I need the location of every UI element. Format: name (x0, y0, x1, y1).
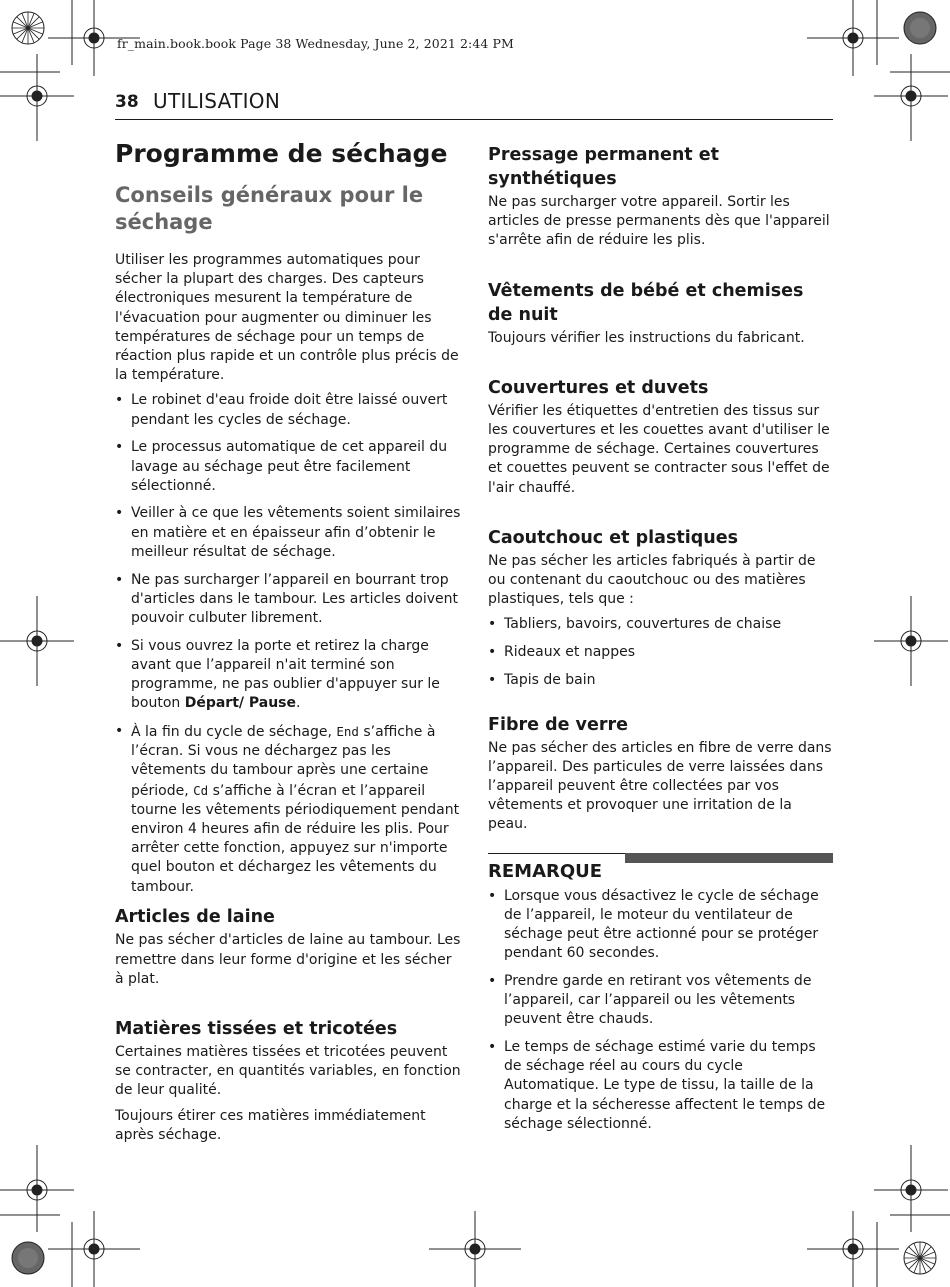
list-item-text: À la fin du cycle de séchage, (131, 723, 337, 740)
page-header (115, 89, 833, 120)
subtitle: Conseils généraux pour le séchage (115, 183, 424, 234)
heading-blankets: Couvertures et duvets (488, 377, 709, 398)
list-item: • Tabliers, bavoirs, couvertures de chaise (488, 615, 833, 634)
paragraph-wool: Ne pas sécher d'articles de laine au tambour. Les remettre dans leur forme d'origine et les sécher à plat. (115, 932, 461, 987)
heading-permanent-press: Pressage permanent et synthétiques (488, 145, 720, 189)
list-item (115, 722, 463, 897)
star-target-bottom-right (904, 1242, 936, 1274)
heading-fiberglass: Fibre de verre (488, 714, 628, 735)
list-item: • Le temps de séchage estimé varie du temps de séchage réel au cours du cycle Automatique. Le type de tissu, la taille de la charge et la sécheresse affectent le temps de séchage sélectionné. (488, 1038, 833, 1134)
paragraph-baby-clothes: Toujours vérifier les instructions du fabricant. (488, 329, 805, 346)
display-code-cd: Cd (193, 782, 209, 798)
paragraph-knits-2: Toujours étirer ces matières immédiatement après séchage. (115, 1107, 426, 1143)
list-item: • Tapis de bain (488, 671, 833, 690)
tips-list (115, 391, 463, 896)
print-slug-line: fr_main.book.book Page 38 Wednesday, June 2, 2021 2:44 PM (117, 36, 514, 51)
rubber-list (488, 615, 833, 690)
gray-target-top-right (904, 12, 936, 44)
list-item-text: Si vous ouvrez la porte et retirez la charge avant que l’appareil n'ait terminé son programme, ne pas oublier d'appuyer sur le bouton (131, 637, 440, 712)
list-item: • Le robinet d'eau froide doit être laissé ouvert pendant les cycles de séchage. (115, 391, 463, 429)
list-item-text: s’affiche à l’écran. Si vous ne déchargez pas les vêtements du tambour après une certaine période, (131, 723, 436, 799)
gray-target-bottom-left (12, 1242, 44, 1274)
list-item-text: s’affiche à l’écran et l’appareil tourne les vêtements périodiquement pendant environ 4 heures afin de réduire les plis. Pour arrêter cette fonction, appuyez sur n'importe quel bouton et déchargez les vêtements du tambour. (131, 782, 460, 895)
page-title: Programme de séchage (115, 139, 448, 168)
list-item: • Veiller à ce que les vêtements soient similaires en matière et en épaisseur afin d’obtenir le meilleur résultat de séchage. (115, 504, 463, 562)
paragraph-blankets: Vérifier les étiquettes d'entretien des tissus sur les couvertures et les couettes avant d'utiliser le programme de séchage. Certaines couvertures et couettes peuvent se contracter sous l'effet de l'air chauffé. (488, 402, 830, 496)
note-rule-thick (625, 853, 833, 863)
star-target-top-left (12, 12, 44, 44)
note-title: REMARQUE (488, 860, 603, 882)
heading-baby-clothes: Vêtements de bébé et chemises de nuit (488, 280, 804, 325)
right-column (488, 143, 833, 1143)
heading-rubber: Caoutchouc et plastiques (488, 527, 738, 548)
list-item: • Lorsque vous désactivez le cycle de séchage de l’appareil, le moteur du ventilateur de séchage peut être actionné pour se protéger pendant 60 secondes. (488, 887, 833, 964)
list-item: • Le processus automatique de cet appareil du lavage au séchage peut être facilement sélectionné. (115, 438, 463, 496)
paragraph-rubber: Ne pas sécher les articles fabriqués à partir de ou contenant du caoutchouc ou des matières plastiques, tels que : (488, 552, 816, 608)
paragraph-fiberglass: Ne pas sécher des articles en fibre de verre dans l’appareil. Des particules de verre laissées dans l’appareil peuvent être collectées par vos vêtements et provoquer une irritation de la peau. (488, 739, 832, 833)
list-item (115, 637, 463, 714)
heading-wool: Articles de laine (115, 907, 275, 928)
note-list (488, 887, 833, 1134)
heading-knits: Matières tissées et tricotées (115, 1018, 398, 1039)
note-rule-thin (488, 853, 625, 855)
list-item: • Ne pas surcharger l’appareil en bourrant trop d'articles dans le tambour. Les articles doivent pouvoir culbuter librement. (115, 571, 463, 629)
list-item-end: . (296, 695, 301, 712)
paragraph-knits-1: Certaines matières tissées et tricotées peuvent se contracter, en quantités variables, en fonction de leur qualité. (115, 1043, 461, 1099)
left-column (115, 138, 463, 1151)
intro-paragraph: Utiliser les programmes automatiques pour sécher la plupart des charges. Des capteurs électroniques mesurent la température de l'évacuation pour augmenter ou diminuer les températures de séchage pour un temps de réaction plus rapide et un contrôle plus précis de la température. (115, 252, 459, 384)
list-item: • Rideaux et nappes (488, 643, 833, 662)
paragraph-permanent-press: Ne pas surcharger votre appareil. Sortir les articles de presse permanents dès que l'appareil s'arrête afin de réduire les plis. (488, 194, 830, 249)
button-reference: Départ/ Pause (184, 695, 296, 712)
page-number: 38 (115, 92, 139, 112)
list-item: • Prendre garde en retirant vos vêtements de l’appareil, car l’appareil ou les vêtements peuvent être chauds. (488, 972, 833, 1030)
note-header (488, 853, 833, 883)
display-code-end: End (336, 723, 359, 739)
section-title: UTILISATION (153, 89, 281, 113)
